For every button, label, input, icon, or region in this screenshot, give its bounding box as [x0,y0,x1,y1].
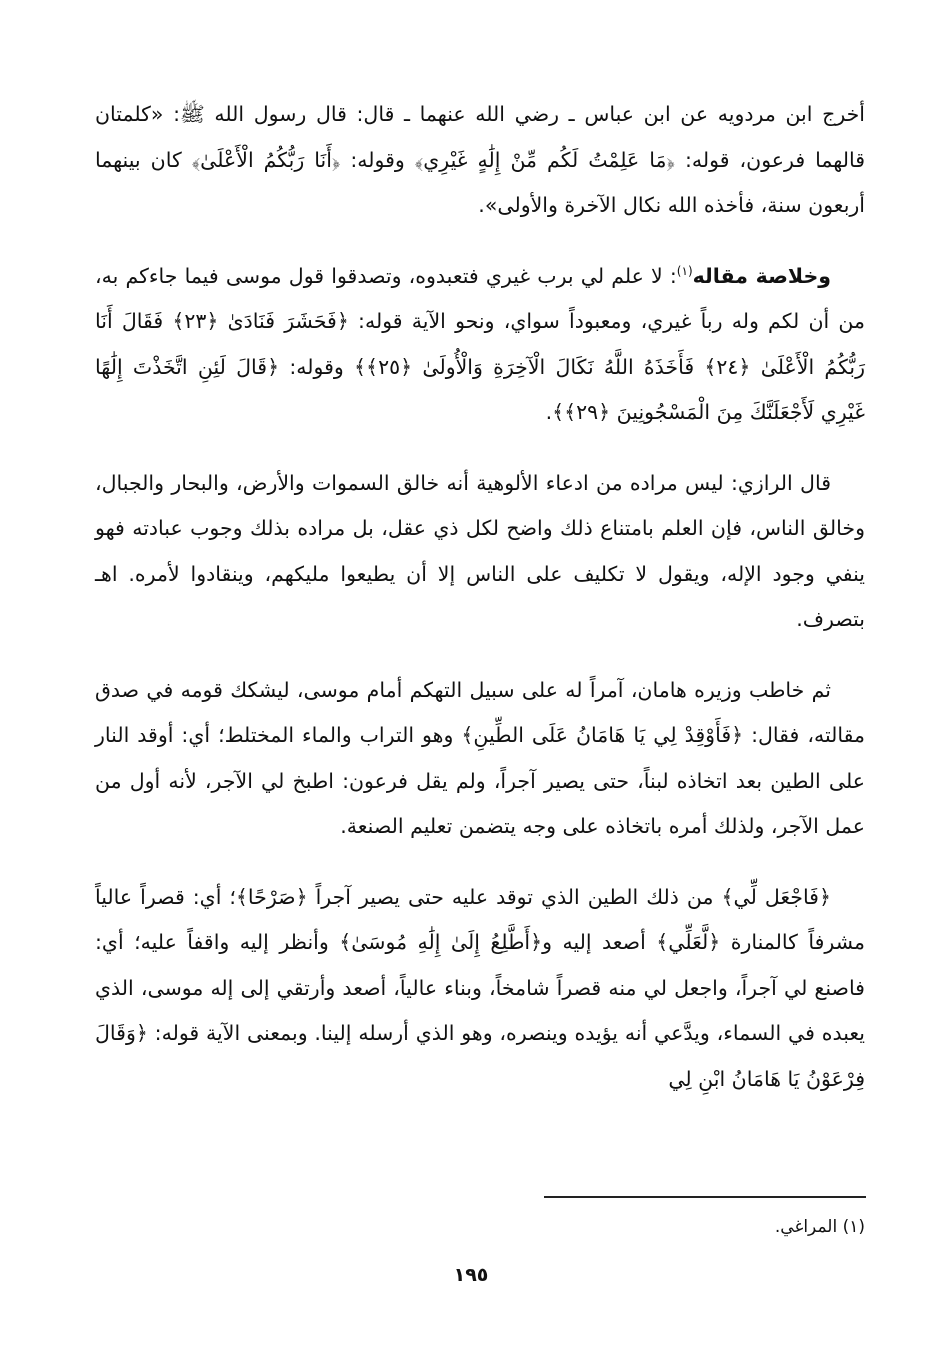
footnote-divider [544,1196,866,1198]
footnote-marker: (١) [676,263,693,278]
paragraph-razi: قال الرازي: ليس مراده من ادعاء الألوهية أنه خالق السموات والأرض، والبحار والجبال، وخالق الناس، فإن العلم بامتناع ذلك واضح لكل ذي عقل، بل مراده بذلك وجوب عبادته فهو ينفي وجود الإله، ويقول لا تكليف على الناس إلا أن يطيعوا مليكهم، وينقادوا لأمره. اهـ بتصرف. [95,470,865,631]
paragraph-tower: ﴿فَاجْعَل لِّي﴾ من ذلك الطين الذي توقد عليه حتى يصير آجراً ﴿صَرْحًا﴾؛ أي: قصراً عالياً مشرفاً كالمنارة ﴿لَّعَلِّي﴾ أصعد إليه و﴿أَطَّلِعُ إِلَىٰ إِلَٰهِ مُوسَىٰ﴾ وأنظر إليه واقفاً عليه؛ أي: فاصنع لي آجراً، واجعل لي منه قصراً شامخاً، وبناء عالياً، أصعد وأرتقي إلى إله موسى، الذي يعبده في السماء، ويدَّعي أنه يؤيده وينصره، وهو الذي أرسله إلينا. وبمعنى الآية قوله: ﴿وَقَالَ فِرْعَوْنُ يَا هَامَانُ ابْنِ لِي [95,884,865,1091]
page-number: ١٩٥ [453,1264,489,1286]
paragraph-haman: ثم خاطب وزيره هامان، آمراً له على سبيل التهكم أمام موسى، ليشكك قومه في صدق مقالته، فقال: ﴿فَأَوْقِدْ لِي يَا هَامَانُ عَلَى الطِّينِ﴾ وهو التراب والماء المختلط؛ أي: أوقد النار على الطين بعد اتخاذه لبناً، حتى يصير آجراً، ولم يقل فرعون: اطبخ لي الآجر، لأنه أول من عمل الآجر، ولذلك أمره باتخاذه على وجه يتضمن تعليم الصنعة. [95,677,865,838]
footnote: (١) المراغي. [774,1217,865,1237]
paragraph-hadith: أخرج ابن مردويه عن ابن عباس ـ رضي الله عنهما ـ قال: قال رسول الله ﷺ: «كلمتان قالهما فرعون، قوله: ﴿مَا عَلِمْتُ لَكُم مِّنْ إِلَٰهٍ غَيْرِي﴾ وقوله: ﴿أَنَا رَبُّكُمُ الْأَعْلَىٰ﴾ كان بينهما أربعون سنة، فأخذه الله نكال الآخرة والأولى». [95,102,865,217]
summary-lead: وخلاصة مقاله [692,263,831,288]
summary-text: : لا علم لي برب غيري فتعبدوه، وتصدقوا قول موسى فيما جاءكم به، من أن لكم وله رباً غيري، ومعبوداً سواي، ونحو الآية قوله: ﴿فَحَشَرَ فَنَادَىٰ ﴿٢٣﴾ فَقَالَ أَنَا رَبُّكُمُ الْأَعْلَىٰ ﴿٢٤﴾ فَأَخَذَهُ اللَّهُ نَكَالَ الْآخِرَةِ وَالْأُولَىٰ ﴿٢٥﴾﴾ وقوله: ﴿قَالَ لَئِنِ اتَّخَذْتَ إِلَٰهًا غَيْرِي لَأَجْعَلَنَّكَ مِنَ الْمَسْجُونِينَ ﴿٢٩﴾﴾. [95,263,866,424]
page-body [95,92,865,1127]
paragraph-summary [95,254,865,436]
